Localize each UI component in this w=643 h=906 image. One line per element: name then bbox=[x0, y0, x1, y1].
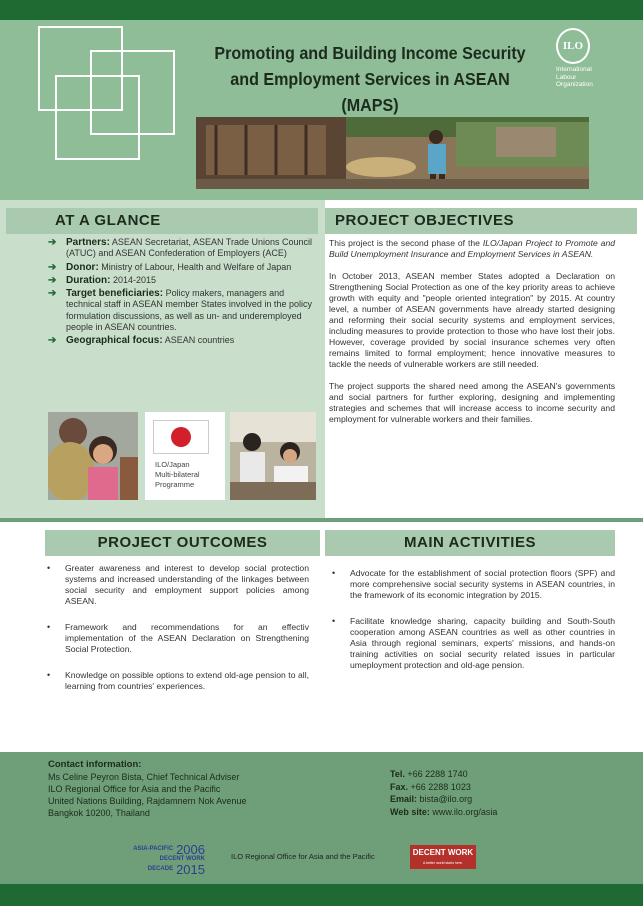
decorative-square bbox=[55, 75, 140, 160]
project-outcomes-heading: PROJECT OUTCOMES bbox=[45, 530, 320, 556]
ilo-logo bbox=[556, 28, 606, 89]
website-line[interactable]: Web site: www.ilo.org/asia bbox=[390, 806, 498, 817]
list-item: • Knowledge on possible options to extend old-age pension to all, learning from countries' experiences. bbox=[47, 670, 309, 692]
japan-flag-icon bbox=[153, 420, 209, 454]
ilo-emblem-icon: ILO bbox=[556, 28, 590, 64]
list-item: ➔ Target beneficiaries: Policy makers, managers and technical staff in ASEAN member States involved in the policy formulation discussions, as well as un- and underemployed people in ASEAN countries. bbox=[48, 288, 312, 333]
header-photo bbox=[196, 117, 589, 189]
list-item: • Greater awareness and interest to develop social protection systems and increased understanding of the linkages between social security and employment support policies among ASEAN. bbox=[47, 563, 309, 607]
contact-title: Contact information: bbox=[48, 759, 142, 770]
org-name: International Labour Organization bbox=[556, 66, 593, 88]
list-item: • Framework and recommendations for an effectiv implementation of the ASEAN Declaration on Strengthening Social Protection. bbox=[47, 622, 309, 655]
fax-line: Fax. +66 2288 1023 bbox=[390, 781, 471, 792]
list-item: ➔ Donor: Ministry of Labour, Health and Welfare of Japan bbox=[48, 261, 292, 273]
contact-line: Bangkok 10200, Thailand bbox=[48, 808, 150, 818]
photo-meeting bbox=[230, 412, 316, 500]
list-item: ➔ Duration: 2014-2015 bbox=[48, 274, 156, 286]
arrow-icon: ➔ bbox=[48, 335, 57, 347]
arrow-icon: ➔ bbox=[48, 288, 57, 300]
list-item: • Advocate for the establishment of social protection floors (SPF) and more comprehensive social security systems in ASEAN countries, in the framework of its economic integration by 2015. bbox=[332, 568, 615, 601]
outcomes-list bbox=[47, 563, 309, 707]
photo-child bbox=[48, 412, 138, 500]
contact-line: ILO Regional Office for Asia and the Pacific bbox=[48, 784, 221, 794]
main-activities-heading: MAIN ACTIVITIES bbox=[325, 530, 615, 556]
decent-work-decade-logo: ASIA-PACIFIC 2006 DECENT WORK DECADE 2015 bbox=[133, 842, 205, 877]
project-objectives-heading: PROJECT OBJECTIVES bbox=[325, 208, 637, 234]
programme-logo bbox=[145, 412, 225, 500]
footer-office-name: ILO Regional Office for Asia and the Pacific bbox=[231, 852, 375, 861]
objectives-paragraph: The project supports the shared need among the ASEAN's governments and social partners for further exploring, designing and implementing strategies and schemes that will increase access to income security and employment for vulnerable workers and their families. bbox=[329, 381, 615, 424]
top-bar bbox=[0, 0, 643, 20]
programme-label: ILO/Japan Multi-bilateral Programme bbox=[155, 460, 200, 489]
arrow-icon: ➔ bbox=[48, 261, 57, 273]
email-line[interactable]: Email: bista@ilo.org bbox=[390, 794, 473, 804]
decent-work-badge: DECENT WORK A better world starts here. bbox=[410, 845, 476, 869]
contact-info bbox=[48, 759, 246, 819]
objectives-paragraph: In October 2013, ASEAN member States adopted a Declaration on Strengthening Social Protection as one of the key priority areas to achieve growth with equity and "people oriented integration" by 2015. At country level, a number of ASEAN governments have already started designing and reforming their social security systems and employment services, including measures to provide protection to those who have lost their jobs. However, coverage provided by social insurance schemes very often remains limited to formal employment; hence innovative measures to tackle the needs of vulnerable workers are still needed. bbox=[329, 271, 615, 369]
list-item: • Facilitate knowledge sharing, capacity building and South-South cooperation among ASEAN countries as well as other countries in Asia through regional seminars, experts' missions, and hands-on training activities on social security related issues in particular umeployment protection and old-age pension. bbox=[332, 616, 615, 671]
contact-details bbox=[390, 768, 497, 818]
arrow-icon: ➔ bbox=[48, 237, 57, 248]
bottom-bar bbox=[0, 884, 643, 906]
at-a-glance-heading: AT A GLANCE bbox=[6, 208, 318, 234]
objectives-text bbox=[329, 238, 615, 436]
tel-line: Tel. +66 2288 1740 bbox=[390, 769, 468, 779]
page-title: Promoting and Building Income Security and Employment Services in ASEAN (MAPS) bbox=[214, 43, 526, 115]
objectives-paragraph: This project is the second phase of the ILO/Japan Project to Promote and Build Unemployment Insurance and Employment Services in ASEAN. bbox=[329, 238, 616, 259]
activities-list bbox=[332, 568, 615, 686]
contact-line: United Nations Building, Rajdamnern Nok Avenue bbox=[48, 796, 247, 806]
list-item: ➔ Partners: ASEAN Secretariat, ASEAN Trade Unions Council (ATUC) and ASEAN Confederation of Employers (ACE) bbox=[48, 237, 313, 259]
contact-line: Ms Celine Peyron Bista, Chief Technical Adviser bbox=[48, 772, 240, 782]
list-item: ➔ Geographical focus: ASEAN countries bbox=[48, 335, 235, 347]
glance-list bbox=[48, 237, 314, 349]
arrow-icon: ➔ bbox=[48, 274, 57, 286]
